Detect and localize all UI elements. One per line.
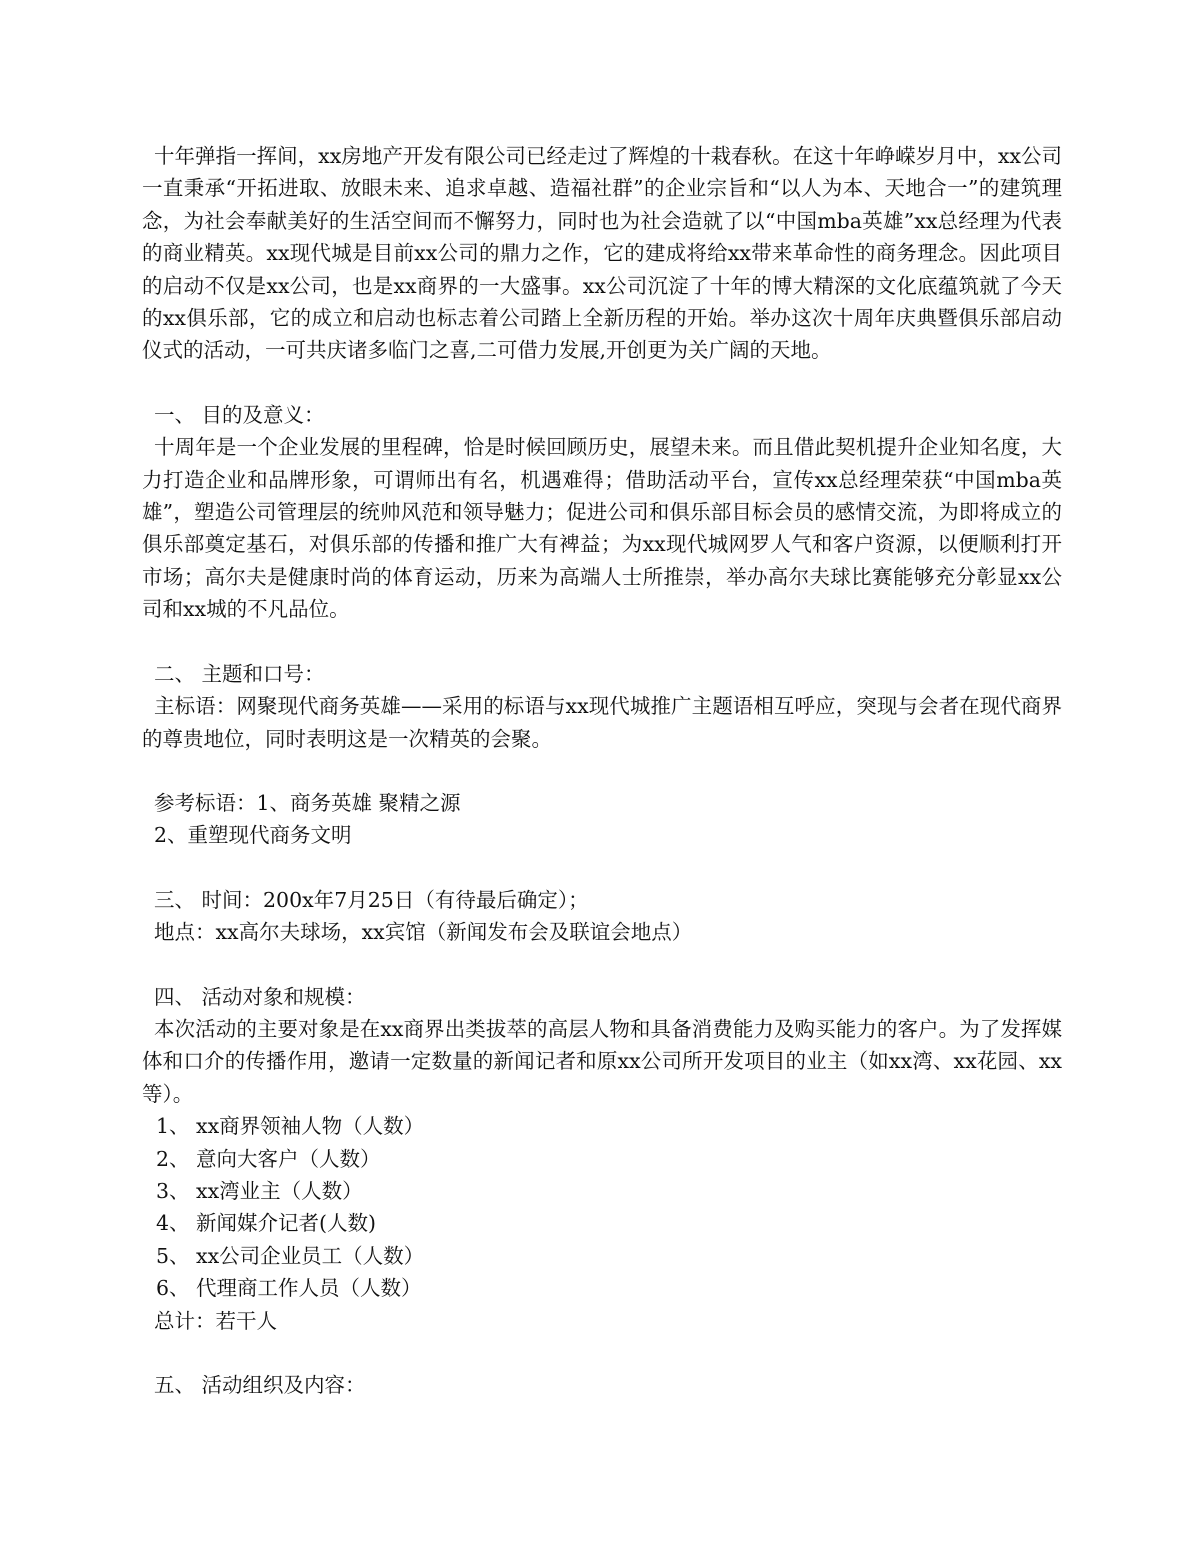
reference-slogan-1: 参考标语：1、商务英雄 聚精之源 xyxy=(154,790,461,815)
section-1-body: 十周年是一个企业发展的里程碑，恰是时候回顾历史，展望未来。而且借此契机提升企业知名度，大力打造企业和品牌形象，可谓师出有名，机遇难得；借助活动平台，宣传xx总经理荣获“中国mba英雄”，塑造公司管理层的统帅风范和领导魅力；促进公司和俱乐部目标会员的感情交流，为即将成立的俱乐部奠定基石，对俱乐部的传播和推广大有裨益；为xx现代城网罗人气和客户资源，以便顺利打开市场；高尔夫是健康时尚的体育运动，历来为高端人士所推崇，举办高尔夫球比赛能够充分彰显xx公司和xx城的不凡品位。 xyxy=(142,435,1062,622)
section-4-body: 本次活动的主要对象是在xx商界出类拔萃的高层人物和具备消费能力及购买能力的客户。为了发挥媒体和口介的传播作用，邀请一定数量的新闻记者和原xx公司所开发项目的业主（如xx湾、xx花园、xx等）。 xyxy=(142,1016,1062,1106)
list-item: 2、 意向大客户（人数） xyxy=(156,1146,381,1171)
section-1-heading: 一、 目的及意义： xyxy=(154,402,325,427)
main-slogan: 主标语：网聚现代商务英雄——采用的标语与xx现代城推广主题语相互呼应，突现与会者在现代商界的尊贵地位，同时表明这是一次精英的会聚。 xyxy=(142,694,1062,751)
spacer xyxy=(142,1337,1062,1369)
list-item: 5、 xx公司企业员工（人数） xyxy=(156,1243,425,1268)
spacer xyxy=(142,367,1062,399)
list-item: 1、 xx商界领袖人物（人数） xyxy=(156,1114,425,1139)
document-body xyxy=(142,140,1062,1401)
list-item: 4、 新闻媒介记者(人数) xyxy=(156,1211,377,1236)
list-item: 3、 xx湾业主（人数） xyxy=(156,1178,363,1203)
attendee-total: 总计：若干人 xyxy=(154,1308,277,1333)
section-4-heading: 四、 活动对象和规模： xyxy=(154,984,366,1009)
event-location: 地点：xx高尔夫球场，xx宾馆（新闻发布会及联谊会地点） xyxy=(154,920,693,945)
spacer xyxy=(142,626,1062,658)
intro-paragraph: 十年弹指一挥间，xx房地产开发有限公司已经走过了辉煌的十栽春秋。在这十年峥嵘岁月中，xx公司一直秉承“开拓进取、放眼未来、追求卓越、造福社群”的企业宗旨和“以人为本、天地合一”的建筑理念，为社会奉献美好的生活空间而不懈努力，同时也为社会造就了以“中国mba英雄”xx总经理为代表的商业精英。xx现代城是目前xx公司的鼎力之作，它的建成将给xx带来革命性的商务理念。因此项目的启动不仅是xx公司，也是xx商界的一大盛事。xx公司沉淀了十年的博大精深的文化底蕴筑就了今天的xx俱乐部，它的成立和启动也标志着公司踏上全新历程的开始。举办这次十周年庆典暨俱乐部启动仪式的活动，一可共庆诸多临门之喜,二可借力发展,开创更为关广阔的天地。 xyxy=(142,144,1062,363)
section-2-heading: 二、 主题和口号： xyxy=(154,661,325,686)
section-5-heading: 五、 活动组织及内容： xyxy=(154,1373,366,1397)
spacer xyxy=(142,755,1062,787)
list-item: 6、 代理商工作人员（人数） xyxy=(156,1276,422,1301)
section-3-heading: 三、 时间：200x年7月25日（有待最后确定）； xyxy=(154,887,589,912)
spacer xyxy=(142,852,1062,884)
spacer xyxy=(142,949,1062,981)
reference-slogan-2: 2、重塑现代商务文明 xyxy=(154,823,352,848)
